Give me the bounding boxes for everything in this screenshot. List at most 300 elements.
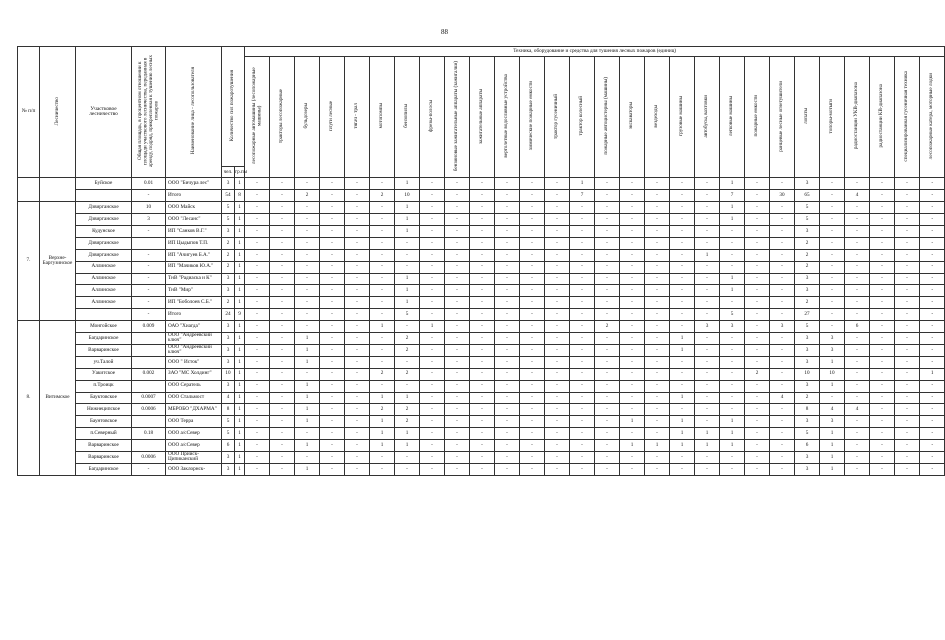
row-area-share: 0.0006 — [132, 451, 166, 463]
row-tech-value: - — [545, 261, 570, 273]
row-tech-value: - — [570, 333, 595, 345]
row-tech-value: 1 — [295, 440, 320, 452]
row-tech-value: - — [820, 237, 845, 249]
row-tech-value: - — [345, 463, 370, 475]
row-groups: 9 — [235, 309, 245, 321]
row-tech-value: - — [445, 368, 470, 380]
row-forestry: Верхне-Баргузинское — [40, 202, 76, 321]
row-tech-value: - — [270, 237, 295, 249]
row-tech-value: - — [845, 309, 870, 321]
row-tech-value: - — [545, 297, 570, 309]
row-user-name: ИП "Боболоев С.Б." — [166, 297, 222, 309]
row-people: 3 — [222, 226, 235, 238]
row-tech-value: 5 — [720, 309, 745, 321]
row-tech-value: 1 — [370, 428, 395, 440]
row-tech-value: - — [495, 202, 520, 214]
row-tech-value: - — [695, 333, 720, 345]
row-tech-value: - — [245, 321, 270, 333]
row-tech-value: - — [570, 226, 595, 238]
row-tech-value: - — [270, 440, 295, 452]
row-tech-value: - — [270, 178, 295, 190]
row-tech-value: - — [845, 273, 870, 285]
row-tech-value: - — [545, 226, 570, 238]
row-tech-value: - — [320, 297, 345, 309]
row-tech-value: 1 — [395, 273, 420, 285]
row-tech-value: 1 — [370, 440, 395, 452]
header-area-share: Общая площадь, в процентном отношении к площади участкового лесничества, переданная в аренду, подряд, прикрепленная к тушению лесных пожаров — [132, 47, 166, 178]
row-tech-value: - — [320, 428, 345, 440]
row-tech-value: - — [895, 344, 920, 356]
row-tech-value: - — [245, 428, 270, 440]
row-tech-value: - — [545, 380, 570, 392]
row-people: 5 — [222, 202, 235, 214]
table-row — [18, 178, 945, 190]
row-num — [18, 178, 40, 202]
row-tech-value: - — [720, 237, 745, 249]
row-tech-value: 4 — [820, 404, 845, 416]
row-tech-value: - — [820, 321, 845, 333]
row-tech-value: - — [670, 356, 695, 368]
row-tech-value: - — [520, 321, 545, 333]
header-tech-col: химические пожарные емкости — [520, 57, 545, 178]
row-user-name: ООО Сератель — [166, 380, 222, 392]
row-tech-value: - — [445, 261, 470, 273]
row-tech-value: - — [745, 356, 770, 368]
header-tech-col: вездеходы — [645, 57, 670, 178]
row-tech-value: - — [320, 404, 345, 416]
row-tech-value: - — [295, 297, 320, 309]
row-tech-value: - — [370, 451, 395, 463]
row-tech-value: - — [320, 392, 345, 404]
row-tech-value: - — [745, 463, 770, 475]
row-tech-value: - — [370, 237, 395, 249]
row-tech-value: - — [270, 392, 295, 404]
row-tech-value: - — [570, 392, 595, 404]
row-tech-value: - — [495, 226, 520, 238]
row-tech-value: - — [345, 416, 370, 428]
row-tech-value: - — [320, 190, 345, 202]
table-row — [18, 368, 945, 380]
header-tech-col: легковые машины — [720, 57, 745, 178]
row-tech-value: - — [470, 297, 495, 309]
row-tech-value: - — [895, 392, 920, 404]
fire-resources-table — [17, 46, 945, 476]
row-tech-value: - — [345, 202, 370, 214]
header-district: Участковое лесничество — [76, 47, 132, 178]
row-tech-value: - — [270, 416, 295, 428]
row-tech-value: 3 — [795, 333, 820, 345]
row-tech-value: - — [845, 237, 870, 249]
row-tech-value: - — [545, 416, 570, 428]
row-tech-value: 27 — [795, 309, 820, 321]
row-tech-value: - — [470, 214, 495, 226]
row-area-share — [132, 416, 166, 428]
row-tech-value: - — [695, 178, 720, 190]
row-district: Буйское — [76, 178, 132, 190]
row-tech-value: - — [695, 297, 720, 309]
row-groups: 1 — [235, 214, 245, 226]
row-district: Дзвирганское — [76, 214, 132, 226]
row-tech-value: - — [895, 333, 920, 345]
header-tech-col: бензопилы — [395, 57, 420, 178]
header-tech-col: тягач - трал — [345, 57, 370, 178]
row-tech-value: - — [245, 202, 270, 214]
row-tech-value: - — [320, 249, 345, 261]
row-tech-value: - — [570, 428, 595, 440]
row-tech-value: 1 — [670, 344, 695, 356]
row-tech-value: - — [620, 273, 645, 285]
row-tech-value: - — [895, 226, 920, 238]
row-tech-value: - — [470, 178, 495, 190]
row-tech-value: - — [495, 249, 520, 261]
row-tech-value: - — [845, 333, 870, 345]
row-tech-value: - — [820, 249, 845, 261]
row-tech-value: - — [920, 214, 945, 226]
row-tech-value: - — [270, 226, 295, 238]
row-tech-value: - — [620, 309, 645, 321]
row-groups: 8 — [235, 190, 245, 202]
row-tech-value: - — [245, 451, 270, 463]
row-groups: 1 — [235, 356, 245, 368]
row-tech-value: 1 — [295, 356, 320, 368]
row-tech-value: - — [295, 237, 320, 249]
row-tech-value: - — [695, 380, 720, 392]
row-tech-value: - — [920, 178, 945, 190]
row-tech-value: - — [595, 451, 620, 463]
header-tech-col: лопаты — [795, 57, 820, 178]
row-tech-value: - — [420, 178, 445, 190]
row-tech-value: - — [270, 380, 295, 392]
row-groups: 1 — [235, 392, 245, 404]
row-district: Аллинское — [76, 297, 132, 309]
row-tech-value: - — [495, 237, 520, 249]
row-tech-value: - — [720, 226, 745, 238]
header-tech-col: ранцевые лесные огнетушители — [770, 57, 795, 178]
row-tech-value: - — [770, 214, 795, 226]
row-district — [76, 309, 132, 321]
row-tech-value: 1 — [720, 178, 745, 190]
row-tech-value: 2 — [395, 368, 420, 380]
row-tech-value: - — [245, 273, 270, 285]
row-tech-value: 1 — [370, 416, 395, 428]
row-tech-value: - — [770, 309, 795, 321]
row-area-share: 0.0007 — [132, 392, 166, 404]
row-tech-value: - — [470, 202, 495, 214]
row-tech-value: - — [345, 237, 370, 249]
row-tech-value: 1 — [820, 451, 845, 463]
row-tech-value: - — [845, 249, 870, 261]
row-tech-value: - — [270, 451, 295, 463]
row-people: 2 — [222, 249, 235, 261]
table-row — [18, 404, 945, 416]
row-groups: 1 — [235, 428, 245, 440]
row-tech-value: - — [595, 249, 620, 261]
row-user-name: ООО Заклорнск- — [166, 463, 222, 475]
row-tech-value: - — [445, 428, 470, 440]
row-tech-value: - — [770, 285, 795, 297]
row-tech-value: - — [545, 190, 570, 202]
row-area-share — [132, 440, 166, 452]
row-num: 7. — [18, 202, 40, 321]
row-tech-value: - — [895, 321, 920, 333]
row-tech-value: - — [870, 178, 895, 190]
row-tech-value: - — [295, 261, 320, 273]
row-user-name: ТнВ "Радиаска и К" — [166, 273, 222, 285]
row-tech-value: - — [920, 440, 945, 452]
row-tech-value: - — [620, 190, 645, 202]
row-tech-value: - — [570, 356, 595, 368]
row-tech-value: 1 — [695, 249, 720, 261]
header-tech-col: пожарные автоцистерны (машины) — [595, 57, 620, 178]
row-tech-value: - — [470, 404, 495, 416]
row-district: Варваринское — [76, 344, 132, 356]
row-tech-value: - — [545, 273, 570, 285]
row-tech-value: - — [895, 297, 920, 309]
row-district: Аллинское — [76, 285, 132, 297]
row-tech-value: - — [520, 261, 545, 273]
row-tech-value: - — [770, 463, 795, 475]
row-tech-value: - — [720, 344, 745, 356]
row-tech-value: - — [620, 404, 645, 416]
row-tech-value: - — [670, 309, 695, 321]
row-tech-value: 1 — [670, 416, 695, 428]
row-tech-value: - — [345, 214, 370, 226]
row-tech-value: - — [845, 344, 870, 356]
row-tech-value: - — [745, 190, 770, 202]
row-tech-value: - — [570, 463, 595, 475]
table-row — [18, 356, 945, 368]
row-tech-value: 7 — [570, 190, 595, 202]
row-tech-value: - — [870, 321, 895, 333]
row-tech-value: - — [595, 237, 620, 249]
row-tech-value: - — [420, 202, 445, 214]
row-tech-value: - — [745, 237, 770, 249]
row-people: 5 — [222, 214, 235, 226]
row-tech-value: - — [695, 237, 720, 249]
row-tech-value: - — [520, 190, 545, 202]
row-tech-value: - — [520, 451, 545, 463]
row-tech-value: - — [845, 202, 870, 214]
row-people: 5 — [222, 416, 235, 428]
row-tech-value: - — [545, 368, 570, 380]
row-tech-value: - — [245, 333, 270, 345]
table-row — [18, 416, 945, 428]
row-tech-value: - — [920, 333, 945, 345]
row-tech-value: - — [245, 178, 270, 190]
row-tech-value: - — [595, 333, 620, 345]
row-tech-value: - — [570, 416, 595, 428]
row-tech-value: - — [420, 356, 445, 368]
table-row — [18, 463, 945, 475]
row-tech-value: - — [720, 249, 745, 261]
row-tech-value: - — [595, 309, 620, 321]
row-tech-value: 1 — [720, 202, 745, 214]
row-tech-value: - — [670, 380, 695, 392]
row-tech-value: - — [345, 392, 370, 404]
row-tech-value: - — [270, 368, 295, 380]
row-tech-value: - — [420, 451, 445, 463]
row-tech-value: - — [520, 226, 545, 238]
row-tech-value: 1 — [720, 440, 745, 452]
row-tech-value: - — [745, 178, 770, 190]
row-district: Бауктовское — [76, 392, 132, 404]
row-tech-value: 4 — [845, 404, 870, 416]
row-tech-value: - — [870, 463, 895, 475]
row-tech-value: - — [645, 297, 670, 309]
row-district: Аллинское — [76, 273, 132, 285]
row-tech-value: 1 — [395, 392, 420, 404]
header-tech-col: бензиновые зажигательные аппараты (зажигалки) — [445, 57, 470, 178]
row-tech-value: - — [545, 428, 570, 440]
row-tech-value: - — [345, 321, 370, 333]
row-tech-value: 2 — [745, 368, 770, 380]
row-tech-value: - — [895, 451, 920, 463]
row-tech-value: - — [370, 214, 395, 226]
row-tech-value: 3 — [795, 416, 820, 428]
row-tech-value: - — [245, 309, 270, 321]
row-tech-value: - — [770, 178, 795, 190]
row-tech-value: - — [895, 440, 920, 452]
row-tech-value: - — [495, 392, 520, 404]
row-district: п.Северный — [76, 428, 132, 440]
row-tech-value: - — [770, 237, 795, 249]
row-tech-value: - — [520, 416, 545, 428]
row-tech-value: - — [895, 273, 920, 285]
row-tech-value: - — [770, 249, 795, 261]
row-tech-value: 1 — [295, 344, 320, 356]
row-tech-value: - — [645, 368, 670, 380]
row-tech-value: 4 — [845, 190, 870, 202]
row-tech-value: 1 — [295, 392, 320, 404]
row-tech-value: - — [770, 202, 795, 214]
row-groups: 1 — [235, 368, 245, 380]
row-forestry: Витимское — [40, 321, 76, 476]
row-tech-value: - — [545, 344, 570, 356]
row-tech-value: 5 — [795, 428, 820, 440]
row-area-share: - — [132, 273, 166, 285]
row-tech-value: - — [295, 285, 320, 297]
row-area-share: 0.18 — [132, 428, 166, 440]
row-tech-value: - — [495, 428, 520, 440]
table-row — [18, 321, 945, 333]
row-tech-value: - — [345, 273, 370, 285]
row-tech-value: - — [745, 321, 770, 333]
row-tech-value: - — [620, 214, 645, 226]
row-tech-value: 2 — [795, 297, 820, 309]
row-area-share — [132, 333, 166, 345]
row-tech-value: - — [320, 451, 345, 463]
row-tech-value: - — [895, 249, 920, 261]
row-tech-value: - — [745, 202, 770, 214]
row-tech-value: - — [870, 392, 895, 404]
row-tech-value: 5 — [795, 202, 820, 214]
row-tech-value: - — [345, 261, 370, 273]
row-tech-value: - — [295, 202, 320, 214]
row-tech-value: - — [895, 285, 920, 297]
row-tech-value: - — [920, 226, 945, 238]
row-tech-value: - — [870, 309, 895, 321]
header-num: № п/п — [18, 47, 40, 178]
table-row — [18, 333, 945, 345]
row-tech-value: - — [920, 392, 945, 404]
row-tech-value: 2 — [795, 249, 820, 261]
row-tech-value: - — [645, 333, 670, 345]
row-tech-value: - — [670, 202, 695, 214]
row-tech-value: - — [670, 451, 695, 463]
row-tech-value: - — [520, 404, 545, 416]
table-row — [18, 237, 945, 249]
row-tech-value: 5 — [395, 309, 420, 321]
row-tech-value: - — [320, 333, 345, 345]
table-row — [18, 285, 945, 297]
row-groups: 1 — [235, 226, 245, 238]
row-tech-value: - — [645, 309, 670, 321]
row-tech-value: 3 — [795, 463, 820, 475]
row-people: 3 — [222, 463, 235, 475]
row-tech-value: - — [270, 273, 295, 285]
table-row — [18, 190, 945, 202]
row-tech-value: - — [470, 356, 495, 368]
row-people: 3 — [222, 380, 235, 392]
row-district — [76, 190, 132, 202]
row-district: Багдаринское — [76, 463, 132, 475]
row-forestry — [40, 178, 76, 202]
row-tech-value: - — [520, 249, 545, 261]
row-tech-value: - — [345, 178, 370, 190]
row-tech-value: - — [345, 285, 370, 297]
row-tech-value: - — [745, 404, 770, 416]
row-tech-value: 1 — [370, 392, 395, 404]
row-tech-value: - — [695, 309, 720, 321]
header-tech-col: лесопожарные автомашины (лесопожарные машины) — [245, 57, 270, 178]
row-tech-value: - — [345, 368, 370, 380]
row-tech-value: - — [495, 440, 520, 452]
row-tech-value: - — [895, 214, 920, 226]
row-tech-value: - — [495, 368, 520, 380]
row-tech-value: - — [320, 368, 345, 380]
row-tech-value: - — [920, 463, 945, 475]
row-tech-value: - — [920, 380, 945, 392]
row-tech-value: - — [345, 440, 370, 452]
table-row — [18, 214, 945, 226]
row-tech-value: - — [595, 463, 620, 475]
row-tech-value: - — [845, 451, 870, 463]
row-tech-value: - — [345, 428, 370, 440]
row-tech-value: - — [845, 261, 870, 273]
row-tech-value: - — [720, 356, 745, 368]
row-tech-value: - — [370, 261, 395, 273]
row-district: п.Троицк — [76, 380, 132, 392]
row-tech-value: - — [545, 249, 570, 261]
row-tech-value: 2 — [395, 404, 420, 416]
row-tech-value: - — [370, 309, 395, 321]
row-tech-value: - — [570, 321, 595, 333]
row-tech-value: 3 — [795, 344, 820, 356]
row-tech-value: - — [595, 261, 620, 273]
row-tech-value: - — [745, 428, 770, 440]
row-tech-value: - — [320, 178, 345, 190]
row-tech-value: - — [245, 356, 270, 368]
row-tech-value: 5 — [795, 321, 820, 333]
table-row — [18, 451, 945, 463]
row-tech-value: - — [820, 309, 845, 321]
row-district: Баунтовское — [76, 416, 132, 428]
row-tech-value: - — [595, 404, 620, 416]
row-tech-value: - — [820, 178, 845, 190]
row-tech-value: - — [620, 249, 645, 261]
header-tech-col: радиостанции КВ-диапазона — [870, 57, 895, 178]
row-people: 2 — [222, 237, 235, 249]
